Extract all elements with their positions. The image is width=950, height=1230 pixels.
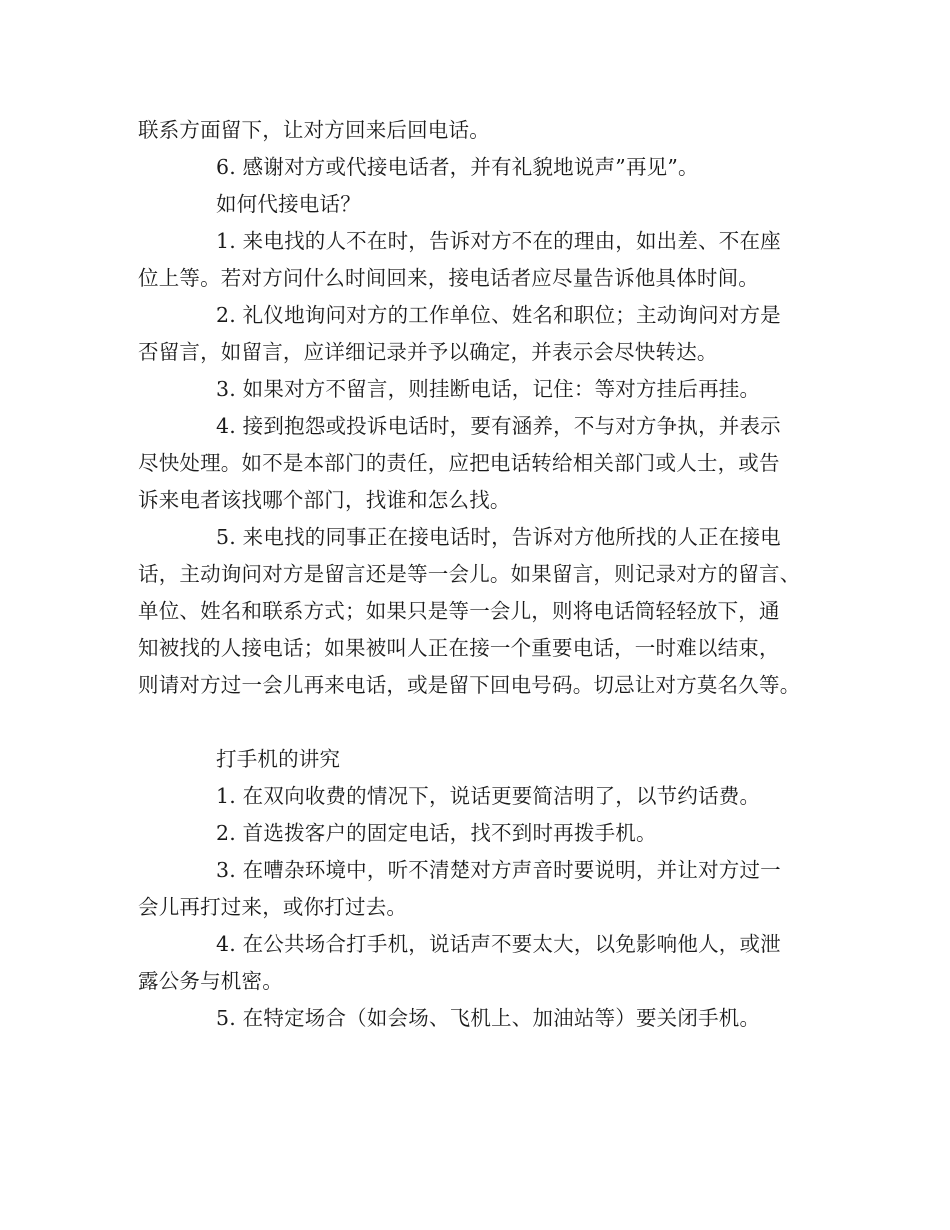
list-item-line: 则请对方过一会儿再来电话，或是留下回电号码。切忌让对方莫名久等。 [138, 673, 801, 697]
list-item-6: 6. 感谢对方或代接电话者，并有礼貌地说声”再见”。 [216, 155, 699, 179]
list-item-line: 1. 在双向收费的情况下，说话更要简洁明了，以节约话费。 [216, 784, 761, 808]
list-item-line: 知被找的人接电话；如果被叫人正在接一个重要电话，一时难以结束， [138, 636, 780, 660]
list-item-line: 诉来电者该找哪个部门，找谁和怎么找。 [138, 488, 511, 512]
list-item-line: 4. 在公共场合打手机，说话声不要太大，以免影响他人，或泄 [216, 932, 781, 956]
list-item-line: 1. 来电找的人不在时，告诉对方不在的理由，如出差、不在座 [216, 229, 781, 253]
list-item-line: 露公务与机密。 [138, 969, 283, 993]
list-item-line: 单位、姓名和联系方式；如果只是等一会儿，则将电话筒轻轻放下，通 [138, 599, 780, 623]
list-item-line: 5. 在特定场合（如会场、飞机上、加油站等）要关闭手机。 [216, 1006, 761, 1030]
list-item-line: 3. 在嘈杂环境中，听不清楚对方声音时要说明，并让对方过一 [216, 858, 781, 882]
list-item-line: 2. 礼仪地询问对方的工作单位、姓名和职位；主动询问对方是 [216, 303, 781, 327]
list-item-line: 话，主动询问对方是留言还是等一会儿。如果留言，则记录对方的留言、 [138, 562, 801, 586]
section-heading-answer-for-others: 如何代接电话？ [216, 192, 361, 216]
paragraph-line: 联系方面留下，让对方回来后回电话。 [138, 118, 490, 142]
list-item-line: 3. 如果对方不留言，则挂断电话，记住：等对方挂后再挂。 [216, 377, 761, 401]
section-heading-mobile: 打手机的讲究 [216, 747, 341, 771]
list-item-line: 位上等。若对方问什么时间回来，接电话者应尽量告诉他具体时间。 [138, 266, 759, 290]
list-item-line: 尽快处理。如不是本部门的责任，应把电话转给相关部门或人士，或告 [138, 451, 780, 475]
list-item-line: 会儿再打过来，或你打过去。 [138, 895, 408, 919]
list-item-line: 5. 来电找的同事正在接电话时，告诉对方他所找的人正在接电 [216, 525, 781, 549]
list-item-line: 否留言，如留言，应详细记录并予以确定，并表示会尽快转达。 [138, 340, 718, 364]
list-item-line: 4. 接到抱怨或投诉电话时，要有涵养，不与对方争执，并表示 [216, 414, 781, 438]
list-item-line: 2. 首选拨客户的固定电话，找不到时再拨手机。 [216, 821, 657, 845]
